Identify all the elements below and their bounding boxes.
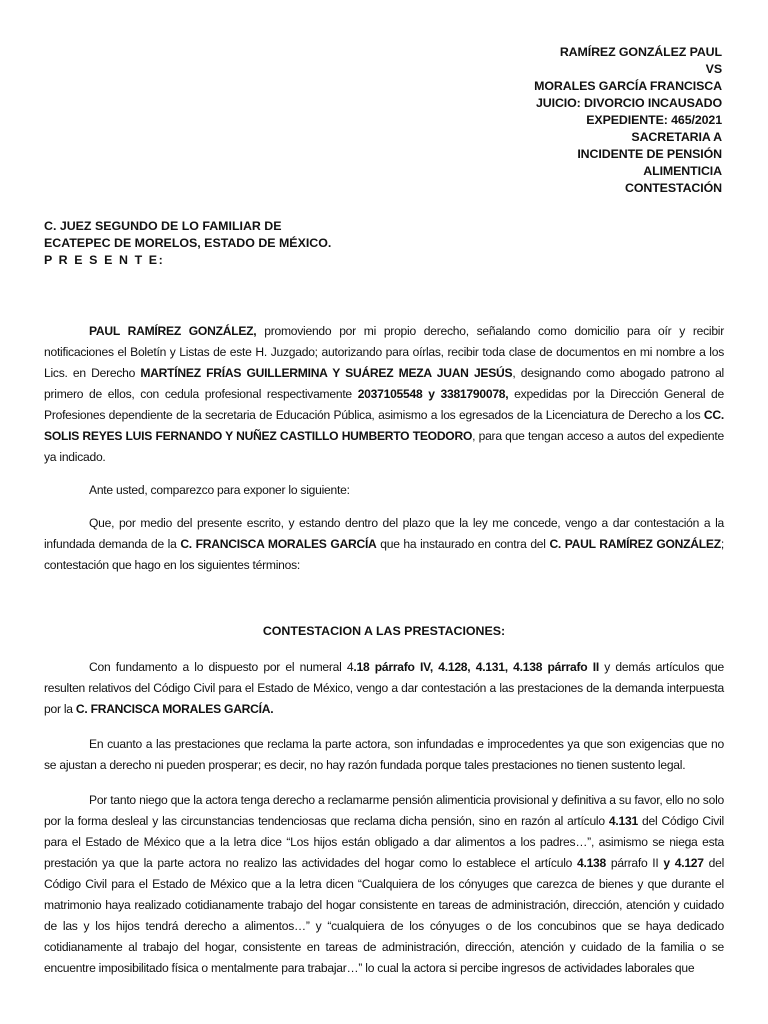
header-line-juicio: JUICIO: DIVORCIO INCAUSADO [535,96,722,110]
paragraph-contestacion-intro: Que, por medio del presente escrito, y estando dentro del plazo que la ley me concede, vengo a dar contestación a la infundada demanda de la C. FRANCISCA MORALES GARCÍA que ha instaurado en contra del C. PAUL RAMÍREZ GONZÁLEZ; contestación que hago en los siguientes términos: [44,516,724,572]
actora-name-2: C. FRANCISCA MORALES GARCÍA. [75,702,274,716]
addressee-presente: P R E S E N T E: [44,253,165,267]
actora-name: C. FRANCISCA MORALES GARCÍA [180,537,377,551]
article-4127: y 4.127 [663,856,704,870]
paragraph-ante-usted: Ante usted, comparezco para exponer lo siguiente: [89,483,350,497]
header-line-secretaria: SACRETARIA A [631,130,722,144]
document-body [44,321,724,576]
paragraph-promovente: PAUL RAMÍREZ GONZÁLEZ, promoviendo por mi propio derecho, señalando como domicilio para oír y recibir notificaciones el Boletín y Listas de este H. Juzgado; autorizando para oírlas, recibir toda clase de documentos en mi nombre a los Lics. en Derecho MARTÍNEZ FRÍAS GUILLERMINA Y SUÁREZ MEZA JUAN JESÚS, designando como abogado patrono al primero de ellos, con cedula profesional respectivamente 2037105548 y 3381790078, expedidas por la Dirección General de Profesiones dependiente de la secretaria de Educación Pública, asimismo a los egresados de la Licenciatura de Derecho a los CC. SOLIS REYES LUIS FERNANDO Y NUÑEZ CASTILLO HUMBERTO TEODORO, para que tengan acceso a autos del expediente ya indicado. [44,324,725,464]
article-4131: 4.131 [608,814,638,828]
paragraph-improcedentes: En cuanto a las prestaciones que reclama la parte actora, son infundadas e improcedentes ya que son exigencias que no se ajustan a derecho ni pueden prosperar; es decir, no hay razón fundada porque tales prestaciones no tienen sustento legal. [44,737,724,772]
addressee-location: ECATEPEC DE MORELOS, ESTADO DE MÉXICO. [44,236,332,250]
header-line-parties-2: MORALES GARCÍA FRANCISCA [534,79,722,93]
section-title-prestaciones: CONTESTACION A LAS PRESTACIONES: [262,624,506,638]
case-header [362,44,722,197]
header-line-alimenticia: ALIMENTICIA [643,164,722,178]
header-line-contestacion: CONTESTACIÓN [624,181,722,195]
articles-list: .18 párrafo IV, 4.128, 4.131, 4.138 párrafo II [353,660,599,674]
header-line-expediente: EXPEDIENTE: 465/2021 [586,113,722,127]
graduates-names: CC. SOLIS REYES LUIS FERNANDO Y NUÑEZ CASTILLO HUMBERTO TEODORO [44,408,724,443]
paragraph-niego-pension: Por tanto niego que la actora tenga derecho a reclamarme pensión alimenticia provisional y definitiva a su favor, ello no solo por la forma desleal y las circunstancias tendenciosas que reclama dicha pensión, sino en razón al artículo 4.131 del Código Civil para el Estado de México que a la letra dice “Los hijos están obligado a dar alimentos a los padres…”, asimismo se niega esta prestación ya que la parte actora no realizo las actividades del hogar como lo establece el artículo 4.138 párrafo II y 4.127 del Código Civil para el Estado de México que a la letra dicen “Cualquiera de los cónyuges que carezca de bienes y que durante el matrimonio haya realizado cotidianamente trabajo del hogar consistente en tareas de administración, dirección, atención y cuidado de las y los hijos tendrá derecho a alimentos…” y “cualquiera de los cónyuges o de los concubinos que se haya dedicado cotidianamente al trabajo del hogar, consistente en tareas de administración, dirección, atención y cuidado de la familia o se encuentre imposibilitado física o mentalmente para trabajar…” lo cual la actora si percibe ingresos de actividades laborales que [44,793,725,975]
header-line-parties-1: RAMÍREZ GONZÁLEZ PAUL [559,45,722,59]
paragraph-fundamento: Con fundamento a lo dispuesto por el numeral 4.18 párrafo IV, 4.128, 4.131, 4.138 párrafo II y demás artículos que resulten relativos del Código Civil para el Estado de México, vengo a dar contestación a las prestaciones de la demanda interpuesta por la C. FRANCISCA MORALES GARCÍA. [44,660,724,716]
addressee-block [44,218,464,269]
promovente-name: PAUL RAMÍREZ GONZÁLEZ, [89,324,257,338]
lawyers-names: MARTÍNEZ FRÍAS GUILLERMINA Y SUÁREZ MEZA JUAN JESÚS [140,366,513,380]
header-line-incidente: INCIDENTE DE PENSIÓN [577,147,722,161]
demandado-name: C. PAUL RAMÍREZ GONZÁLEZ [549,537,721,551]
cedula-numbers: 2037105548 y 3381790078, [357,387,509,401]
header-line-vs: VS [705,62,722,76]
document-body-prestaciones [44,657,724,979]
article-4138: 4.138 [576,856,606,870]
addressee-judge: C. JUEZ SEGUNDO DE LO FAMILIAR DE [44,219,282,233]
